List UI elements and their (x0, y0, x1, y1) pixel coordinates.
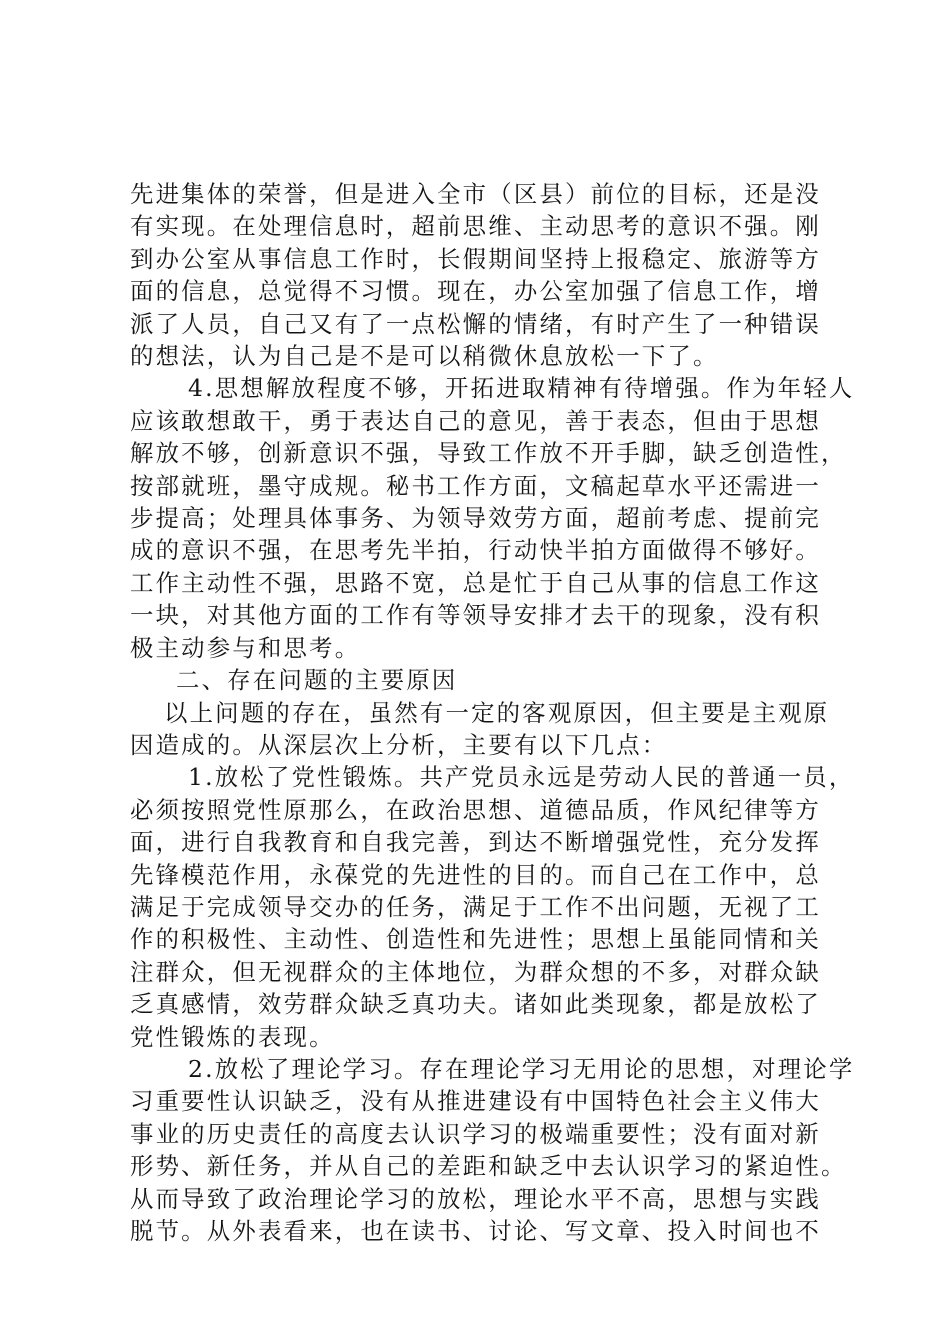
text-line: 面，进行自我教育和自我完善，到达不断增强党性，充分发挥 (130, 828, 821, 857)
text-line: 工作主动性不强，思路不宽，总是忙于自己从事的信息工作这 (130, 568, 821, 597)
text-line: 应该敢想敢干，勇于表达自己的意见，善于表态，但由于思想 (130, 406, 821, 435)
text-line: 派了人员，自己又有了一点松懈的情绪，有时产生了一种错误 (130, 309, 821, 338)
document-body (130, 178, 855, 1247)
text-line: 到办公室从事信息工作时，长假期间坚持上报稳定、旅游等方 (130, 244, 821, 273)
text-line: 先进集体的荣誉，但是进入全市（区县）前位的目标，还是没 (130, 180, 821, 208)
text-line: 形势、新任务，并从自己的差距和缺乏中去认识学习的紧迫性。 (130, 1152, 847, 1181)
text-line: 必须按照党性原那么，在政治思想、道德品质，作风纪律等方 (130, 795, 821, 824)
text-line: 习重要性认识缺乏，没有从推进建设有中国特色社会主义伟大 (130, 1087, 821, 1116)
text-line: 脱节。从外表看来，也在读书、讨论、写文章、投入时间也不 (130, 1217, 821, 1245)
text-line: 一块，对其他方面的工作有等领导安排才去干的现象，没有积 (130, 601, 821, 630)
text-line: 成的意识不强，在思考先半拍，行动快半拍方面做得不够好。 (130, 536, 821, 565)
text-line: 的想法，认为自己是不是可以稍微休息放松一下了。 (130, 342, 719, 371)
text-line: 因造成的。从深层次上分析，主要有以下几点： (130, 730, 668, 759)
text-line: 极主动参与和思考。 (130, 633, 361, 662)
text-line: 作的积极性、主动性、创造性和先进性；思想上虽能同情和关 (130, 925, 821, 954)
numbered-point-2: 2.放松了理论学习。存在理论学习无用论的思想，对理论学 (188, 1054, 855, 1083)
section-heading: 二、存在问题的主要原因 (176, 666, 458, 695)
text-line: 面的信息，总觉得不习惯。现在，办公室加强了信息工作，增 (130, 277, 821, 306)
text-line: 事业的历史责任的高度去认识学习的极端重要性；没有面对新 (130, 1119, 821, 1148)
text-line: 先锋模范作用，永葆党的先进性的目的。而自己在工作中，总 (130, 860, 821, 889)
paragraph-start: 以上问题的存在，虽然有一定的客观原因，但主要是主观原 (164, 698, 830, 727)
text-line: 党性锻炼的表现。 (130, 1022, 335, 1051)
text-line: 按部就班，墨守成规。秘书工作方面，文稿起草水平还需进一 (130, 471, 821, 500)
text-line: 满足于完成领导交办的任务，满足于工作不出问题，无视了工 (130, 892, 821, 921)
numbered-point-4: 4.思想解放程度不够，开拓进取精神有待增强。作为年轻人 (188, 374, 855, 403)
text-line: 注群众，但无视群众的主体地位，为群众想的不多，对群众缺 (130, 957, 821, 986)
numbered-point-1: 1.放松了党性锻炼。共产党员永远是劳动人民的普通一员， (188, 763, 855, 792)
text-line: 解放不够，创新意识不强，导致工作放不开手脚，缺乏创造性， (130, 439, 847, 468)
text-line: 从而导致了政治理论学习的放松，理论水平不高，思想与实践 (130, 1184, 821, 1213)
text-line: 乏真感情，效劳群众缺乏真功夫。诸如此类现象，都是放松了 (130, 990, 821, 1019)
text-line: 步提高；处理具体事务、为领导效劳方面，超前考虑、提前完 (130, 504, 821, 533)
text-line: 有实现。在处理信息时，超前思维、主动思考的意识不强。刚 (130, 212, 821, 241)
